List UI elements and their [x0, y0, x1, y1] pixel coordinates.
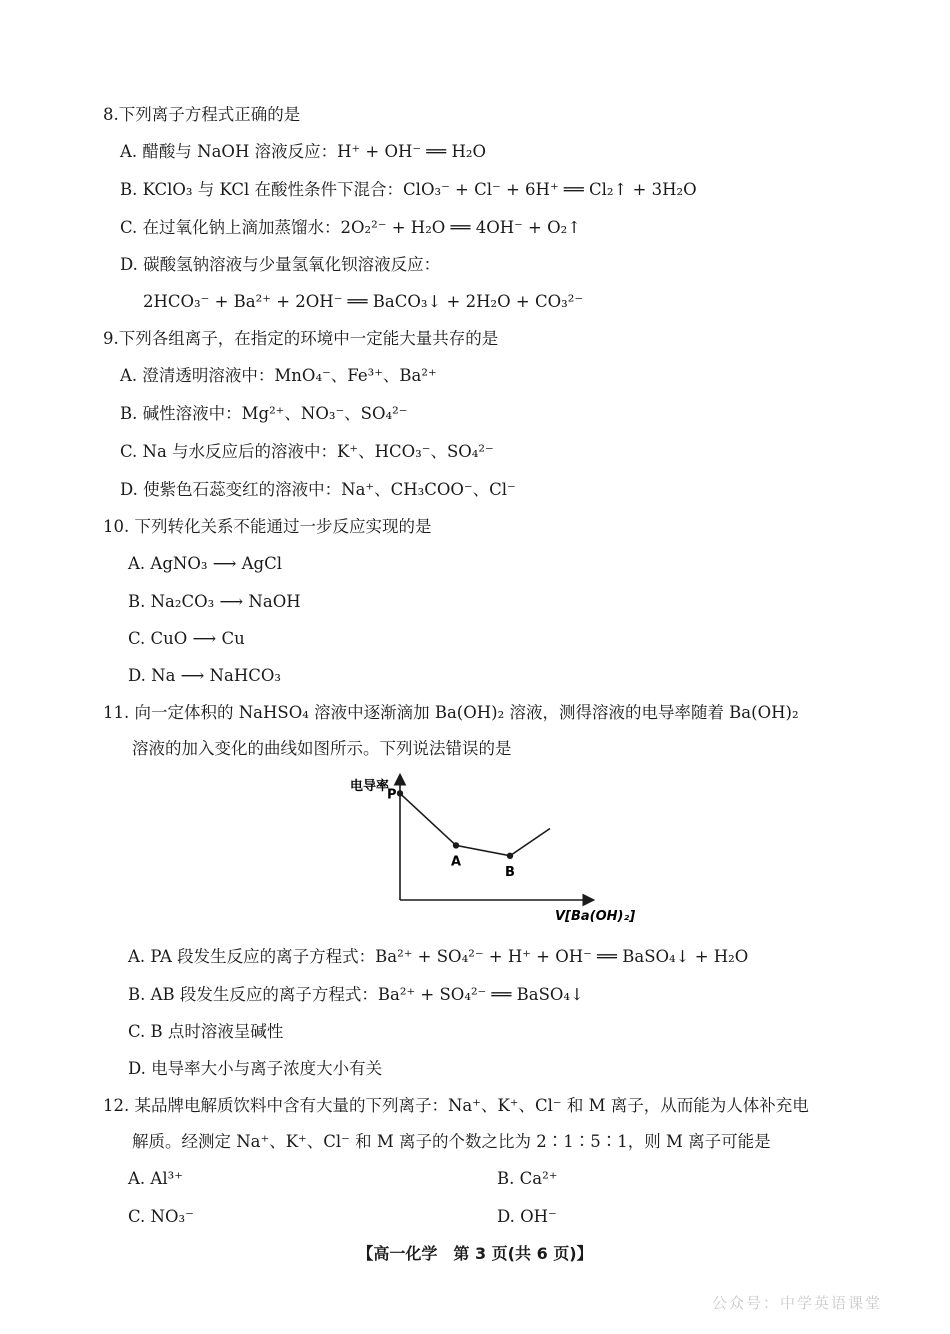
q11-option-a: A. PA 段发生反应的离子方程式：Ba²⁺ + SO₄²⁻ + H⁺ + OH⁻ ══ BaSO₄↓ + H₂O [128, 947, 749, 966]
q9-option-d: D. 使紫色石蕊变红的溶液中：Na⁺、CH₃COO⁻、Cl⁻ [120, 480, 516, 499]
q8-option-b: B. KClO₃ 与 KCl 在酸性条件下混合：ClO₃⁻ + Cl⁻ + 6H⁺ ══ Cl₂↑ + 3H₂O [120, 180, 697, 199]
q10-option-c: C. CuO ⟶ Cu [128, 629, 245, 648]
point-a [453, 842, 459, 848]
q9-option-b: B. 碱性溶液中：Mg²⁺、NO₃⁻、SO₄²⁻ [120, 404, 408, 423]
q10-stem: 10. 下列转化关系不能通过一步反应实现的是 [103, 517, 432, 536]
point-b [507, 853, 513, 859]
q11-option-c: C. B 点时溶液呈碱性 [128, 1022, 284, 1041]
q8-stem: 8.下列离子方程式正确的是 [103, 105, 301, 124]
q9-stem: 9.下列各组离子，在指定的环境中一定能大量共存的是 [103, 329, 499, 348]
q11-option-d: D. 电导率大小与离子浓度大小有关 [128, 1059, 383, 1078]
q11-stem-line1: 11. 向一定体积的 NaHSO₄ 溶液中逐渐滴加 Ba(OH)₂ 溶液，测得溶液的电导率随着 Ba(OH)₂ [103, 703, 799, 722]
q12-option-a: A. Al³⁺ [128, 1169, 183, 1188]
q9-option-a: A. 澄清透明溶液中：MnO₄⁻、Fe³⁺、Ba²⁺ [120, 366, 437, 385]
q10-option-a: A. AgNO₃ ⟶ AgCl [128, 554, 282, 573]
point-p [397, 790, 403, 796]
q12-stem-line1: 12. 某品牌电解质饮料中含有大量的下列离子：Na⁺、K⁺、Cl⁻ 和 M 离子，从而能为人体补充电 [103, 1096, 809, 1115]
q10-option-d: D. Na ⟶ NaHCO₃ [128, 666, 281, 685]
point-label-p: P [387, 787, 397, 803]
watermark: 公众号：中学英语课堂 [711, 1294, 882, 1312]
q11-option-b: B. AB 段发生反应的离子方程式：Ba²⁺ + SO₄²⁻ ══ BaSO₄↓ [128, 985, 584, 1004]
x-axis-label: V[Ba(OH)₂] [555, 909, 636, 924]
q12-option-d: D. OH⁻ [497, 1207, 557, 1226]
q8-option-d-equation: 2HCO₃⁻ + Ba²⁺ + 2OH⁻ ══ BaCO₃↓ + 2H₂O + CO₃²⁻ [143, 292, 584, 311]
q8-option-c: C. 在过氧化钠上滴加蒸馏水：2O₂²⁻ + H₂O ══ 4OH⁻ + O₂↑ [120, 218, 582, 237]
q8-option-a: A. 醋酸与 NaOH 溶液反应：H⁺ + OH⁻ ══ H₂O [120, 142, 487, 161]
q12-stem-line2: 解质。经测定 Na⁺、K⁺、Cl⁻ 和 M 离子的个数之比为 2∶1∶5∶1，则 M 离子可能是 [132, 1132, 771, 1151]
y-axis-label: 电导率 [350, 779, 390, 794]
q12-option-b: B. Ca²⁺ [497, 1169, 558, 1188]
q11-stem-line2: 溶液的加入变化的曲线如图所示。下列说法错误的是 [132, 739, 512, 758]
q8-option-d: D. 碳酸氢钠溶液与少量氢氧化钡溶液反应： [120, 255, 441, 274]
point-label-b: B [505, 864, 515, 880]
q12-option-c: C. NO₃⁻ [128, 1207, 194, 1226]
conductivity-chart [340, 770, 640, 930]
conductivity-curve [400, 793, 550, 855]
point-label-a: A [451, 854, 462, 870]
page-footer: 【高一化学 第 3 页(共 6 页)】 [357, 1244, 593, 1263]
q9-option-c: C. Na 与水反应后的溶液中：K⁺、HCO₃⁻、SO₄²⁻ [120, 442, 494, 461]
q10-option-b: B. Na₂CO₃ ⟶ NaOH [128, 592, 301, 611]
